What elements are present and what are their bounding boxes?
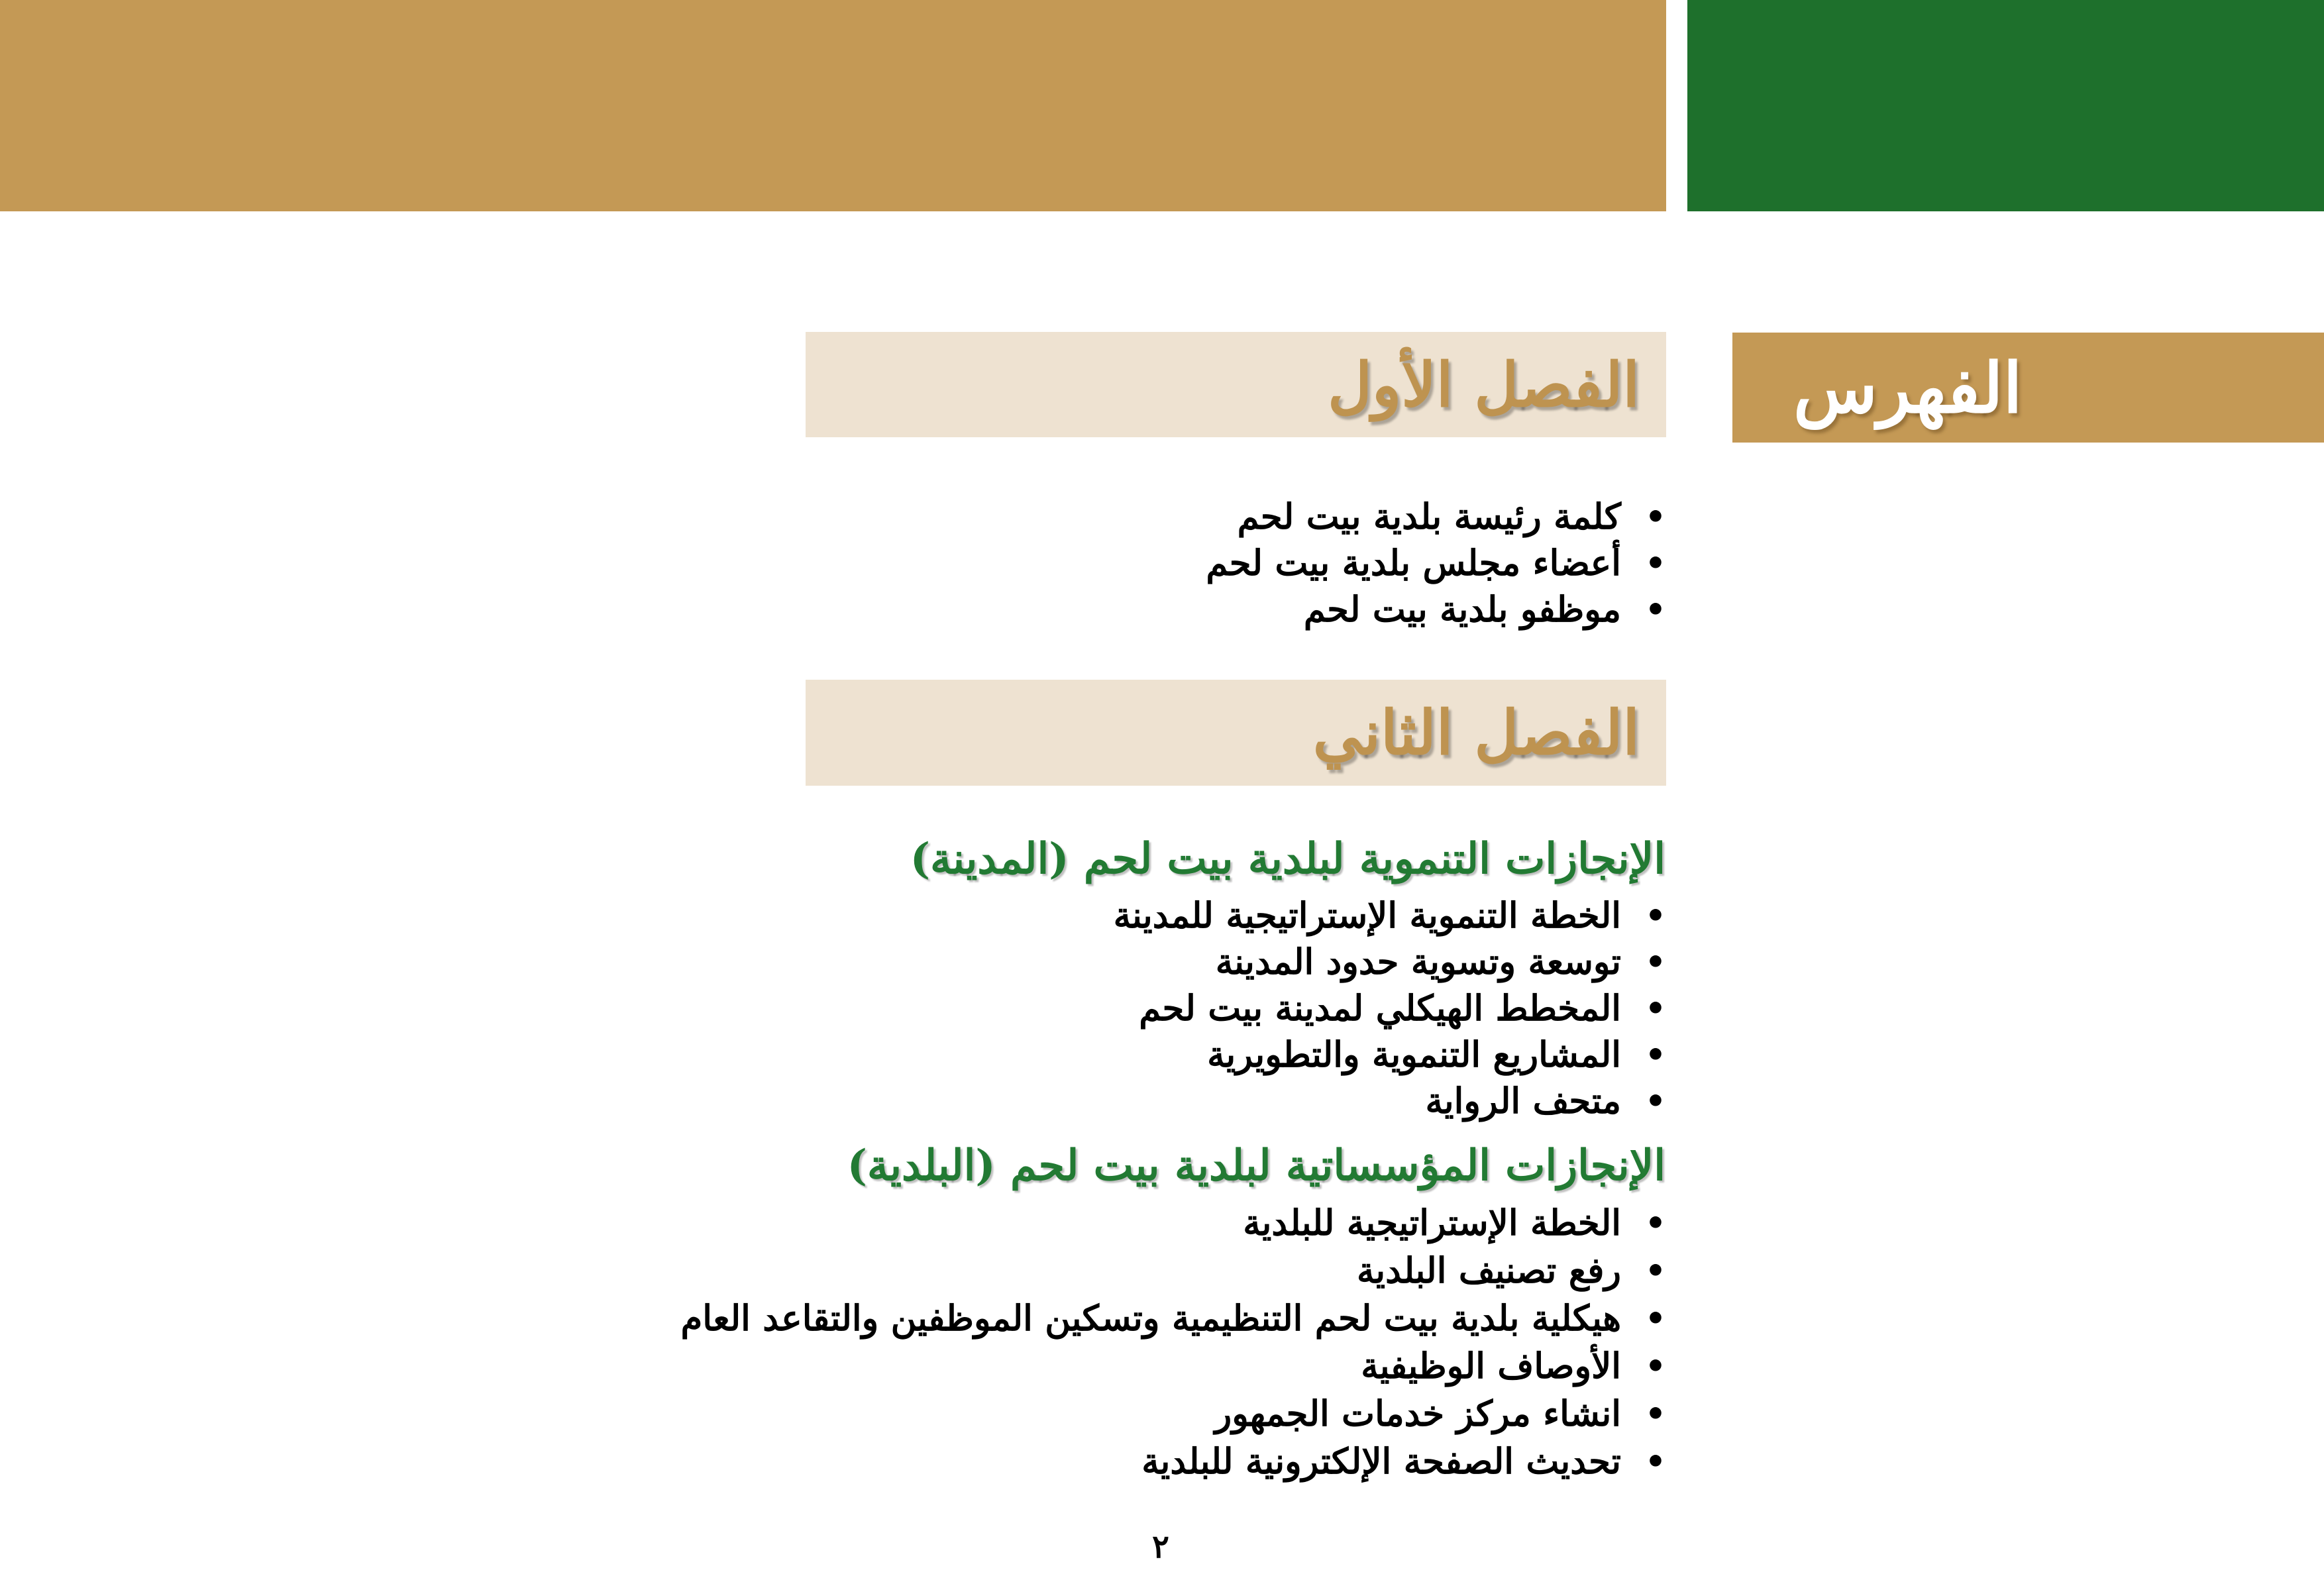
- bullet-icon: •: [1645, 1394, 1666, 1433]
- list-item: [680, 1247, 1666, 1295]
- chapter-one-title: الفصل الأول: [1328, 348, 1640, 421]
- item-label: هيكلية بلدية بيت لحم التنظيمية وتسكين الموظفين والتقاعد العام: [680, 1298, 1622, 1339]
- list-item: [680, 1390, 1666, 1438]
- list-item: [1206, 586, 1666, 633]
- chapter-one-bar: [806, 332, 1666, 437]
- index-banner: [1732, 333, 2324, 443]
- bullet-icon: •: [1645, 1298, 1666, 1338]
- city-achievements-list: [1114, 892, 1666, 1124]
- bullet-icon: •: [1645, 988, 1666, 1028]
- list-item: [1114, 1078, 1666, 1124]
- chapter-one-list: [1206, 494, 1666, 633]
- item-label: توسعة وتسوية حدود المدينة: [1215, 941, 1622, 982]
- item-label: تحديث الصفحة الإلكترونية للبلدية: [1141, 1441, 1622, 1482]
- item-label: الأوصاف الوظيفية: [1361, 1346, 1622, 1387]
- list-item: [1206, 494, 1666, 540]
- item-label: المخطط الهيكلي لمدينة بيت لحم: [1139, 988, 1622, 1029]
- bullet-icon: •: [1645, 942, 1666, 981]
- bullet-icon: •: [1645, 1442, 1666, 1481]
- chapter-two-title: الفصل الثاني: [1312, 697, 1640, 768]
- municipality-achievements-list: [680, 1199, 1666, 1485]
- index-title: الفهرس: [1793, 346, 2023, 429]
- top-green-block: [1687, 0, 2324, 211]
- list-item: [1114, 939, 1666, 985]
- item-label: متحف الرواية: [1425, 1081, 1622, 1122]
- list-item: [1114, 985, 1666, 1031]
- list-item: [680, 1199, 1666, 1247]
- item-label: موظفو بلدية بيت لحم: [1303, 589, 1622, 630]
- bullet-icon: •: [1645, 590, 1666, 629]
- item-label: أعضاء مجلس بلدية بيت لحم: [1206, 543, 1622, 584]
- list-item: [680, 1342, 1666, 1390]
- item-label: انشاء مركز خدمات الجمهور: [1214, 1393, 1622, 1434]
- bullet-icon: •: [1645, 1346, 1666, 1385]
- bullet-icon: •: [1645, 497, 1666, 536]
- item-label: كلمة رئيسة بلدية بيت لحم: [1237, 496, 1622, 537]
- section-heading-municipality: الإنجازات المؤسساتية لبلدية بيت لحم (البلدية): [847, 1141, 1665, 1190]
- page-number: ٢: [1152, 1528, 1169, 1565]
- top-gold-band: [0, 0, 1666, 211]
- list-item: [1114, 892, 1666, 939]
- list-item: [680, 1438, 1666, 1485]
- item-label: الخطة التنموية الإستراتيجية للمدينة: [1113, 895, 1622, 936]
- bullet-icon: •: [1645, 1251, 1666, 1290]
- chapter-two-bar: [806, 680, 1666, 786]
- section-heading-city: الإنجازات التنموية لبلدية بيت لحم (المدينة): [910, 834, 1665, 884]
- list-item: [680, 1295, 1666, 1342]
- item-label: رفع تصنيف البلدية: [1357, 1250, 1622, 1291]
- list-item: [1206, 540, 1666, 586]
- item-label: المشاريع التنموية والتطويرية: [1207, 1034, 1622, 1075]
- bullet-icon: •: [1645, 1081, 1666, 1120]
- bullet-icon: •: [1645, 1035, 1666, 1074]
- list-item: [1114, 1031, 1666, 1078]
- bullet-icon: •: [1645, 896, 1666, 935]
- item-label: الخطة الإستراتيجية للبلدية: [1243, 1202, 1622, 1243]
- bullet-icon: •: [1645, 1203, 1666, 1242]
- bullet-icon: •: [1645, 543, 1666, 582]
